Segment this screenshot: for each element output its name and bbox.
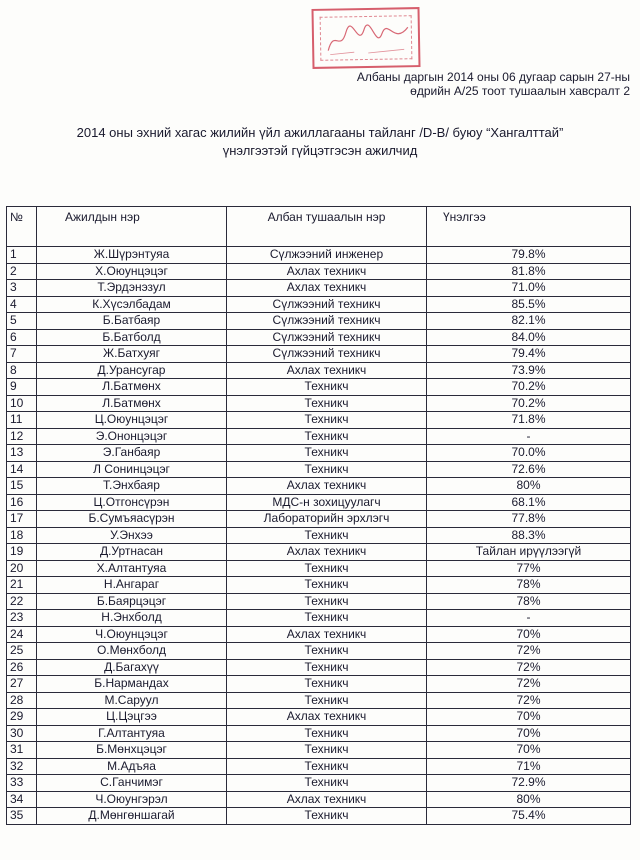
position-name: Техникч bbox=[227, 643, 427, 660]
row-number: 20 bbox=[7, 560, 37, 577]
row-number: 32 bbox=[7, 758, 37, 775]
row-number: 26 bbox=[7, 659, 37, 676]
employee-name: Х.Алтантуяа bbox=[37, 560, 227, 577]
rating-value: 72% bbox=[427, 643, 631, 660]
table-row bbox=[7, 560, 631, 577]
rating-value: 78% bbox=[427, 577, 631, 594]
position-name: Техникч bbox=[227, 692, 427, 709]
rating-value: 73.9% bbox=[427, 362, 631, 379]
table-row bbox=[7, 791, 631, 808]
employee-name: Б.Нармандах bbox=[37, 676, 227, 693]
position-name: Техникч bbox=[227, 593, 427, 610]
employee-name: Т.Энхбаяр bbox=[37, 478, 227, 495]
row-number: 25 bbox=[7, 643, 37, 660]
row-number: 17 bbox=[7, 511, 37, 528]
rating-value: 80% bbox=[427, 791, 631, 808]
table-row bbox=[7, 428, 631, 445]
table-row bbox=[7, 544, 631, 561]
title-line-1: 2014 оны эхний хагас жилийн үйл ажиллагааны тайланг /D-B/ буюу “Хангалттай” bbox=[76, 125, 564, 140]
table-row bbox=[7, 379, 631, 396]
employee-name: О.Мөнхболд bbox=[37, 643, 227, 660]
employee-name: Ж.Шүрэнтуяа bbox=[37, 247, 227, 264]
row-number: 22 bbox=[7, 593, 37, 610]
table-row bbox=[7, 742, 631, 759]
position-name: Техникч bbox=[227, 445, 427, 462]
position-name: Техникч bbox=[227, 659, 427, 676]
row-number: 13 bbox=[7, 445, 37, 462]
position-name: Техникч bbox=[227, 379, 427, 396]
rating-value: 78% bbox=[427, 593, 631, 610]
row-number: 18 bbox=[7, 527, 37, 544]
position-name: Техникч bbox=[227, 428, 427, 445]
rating-value: 71.8% bbox=[427, 412, 631, 429]
row-number: 19 bbox=[7, 544, 37, 561]
rating-value: 72% bbox=[427, 692, 631, 709]
rating-value: 79.8% bbox=[427, 247, 631, 264]
employee-name: Т.Эрдэнэзул bbox=[37, 280, 227, 297]
row-number: 16 bbox=[7, 494, 37, 511]
row-number: 6 bbox=[7, 329, 37, 346]
rating-value: 82.1% bbox=[427, 313, 631, 330]
position-name: Сүлжээний техникч bbox=[227, 346, 427, 363]
row-number: 4 bbox=[7, 296, 37, 313]
rating-value: - bbox=[427, 428, 631, 445]
row-number: 14 bbox=[7, 461, 37, 478]
rating-value: 70.2% bbox=[427, 395, 631, 412]
table-row bbox=[7, 247, 631, 264]
header-number: № bbox=[7, 207, 37, 247]
rating-value: 72.6% bbox=[427, 461, 631, 478]
employee-name: К.Хүсэлбадам bbox=[37, 296, 227, 313]
position-name: Сүлжээний техникч bbox=[227, 296, 427, 313]
table-row bbox=[7, 709, 631, 726]
title-line-2: үнэлгээтэй гүйцэтгэсэн ажилчид bbox=[222, 143, 418, 158]
stamp-signature-mark bbox=[324, 21, 413, 59]
position-name: Техникч bbox=[227, 742, 427, 759]
row-number: 3 bbox=[7, 280, 37, 297]
table-header-row bbox=[7, 207, 631, 247]
rating-value: 70% bbox=[427, 742, 631, 759]
employee-name: Н.Энхболд bbox=[37, 610, 227, 627]
employee-name: Ч.Оюунгэрэл bbox=[37, 791, 227, 808]
position-name: Ахлах техникч bbox=[227, 791, 427, 808]
table-row bbox=[7, 478, 631, 495]
employee-name: Э.Ганбаяр bbox=[37, 445, 227, 462]
row-number: 24 bbox=[7, 626, 37, 643]
row-number: 10 bbox=[7, 395, 37, 412]
row-number: 9 bbox=[7, 379, 37, 396]
employee-name: У.Энхээ bbox=[37, 527, 227, 544]
table-row bbox=[7, 808, 631, 825]
position-name: Ахлах техникч bbox=[227, 478, 427, 495]
employee-name: Б.Батболд bbox=[37, 329, 227, 346]
position-name: Техникч bbox=[227, 412, 427, 429]
rating-value: 70% bbox=[427, 626, 631, 643]
position-name: Лабораторийн эрхлэгч bbox=[227, 511, 427, 528]
employee-name: Н.Ангараг bbox=[37, 577, 227, 594]
employee-name: Х.Оюунцэцэг bbox=[37, 263, 227, 280]
employee-name: Б.Сумъяасүрэн bbox=[37, 511, 227, 528]
table-row bbox=[7, 461, 631, 478]
document-title bbox=[0, 124, 640, 160]
employee-name: Ч.Оюунцэцэг bbox=[37, 626, 227, 643]
position-name: Техникч bbox=[227, 560, 427, 577]
employee-name: Л.Батмөнх bbox=[37, 395, 227, 412]
position-name: МДС-н зохицуулагч bbox=[227, 494, 427, 511]
row-number: 7 bbox=[7, 346, 37, 363]
employee-name: М.Адъяа bbox=[37, 758, 227, 775]
row-number: 15 bbox=[7, 478, 37, 495]
table-row bbox=[7, 263, 631, 280]
employee-name: Ц.Цэцгээ bbox=[37, 709, 227, 726]
rating-value: 80% bbox=[427, 478, 631, 495]
table-row bbox=[7, 346, 631, 363]
position-name: Техникч bbox=[227, 725, 427, 742]
employee-name: Э.Ононцэцэг bbox=[37, 428, 227, 445]
employee-name: Д.Урансугар bbox=[37, 362, 227, 379]
row-number: 31 bbox=[7, 742, 37, 759]
employee-name: Д.Мөнгөншагай bbox=[37, 808, 227, 825]
employee-name: Б.Мөнхцэцэг bbox=[37, 742, 227, 759]
rating-value: 77.8% bbox=[427, 511, 631, 528]
table-row bbox=[7, 577, 631, 594]
table-row bbox=[7, 511, 631, 528]
rating-value: - bbox=[427, 610, 631, 627]
rating-value: 72.9% bbox=[427, 775, 631, 792]
table-row bbox=[7, 395, 631, 412]
table-row bbox=[7, 775, 631, 792]
position-name: Техникч bbox=[227, 808, 427, 825]
row-number: 12 bbox=[7, 428, 37, 445]
row-number: 21 bbox=[7, 577, 37, 594]
table-row bbox=[7, 329, 631, 346]
row-number: 1 bbox=[7, 247, 37, 264]
rating-value: Тайлан ирүүлээгүй bbox=[427, 544, 631, 561]
table-row bbox=[7, 593, 631, 610]
document-header bbox=[310, 70, 630, 98]
rating-value: 71.0% bbox=[427, 280, 631, 297]
position-name: Техникч bbox=[227, 610, 427, 627]
table-row bbox=[7, 692, 631, 709]
rating-value: 72% bbox=[427, 659, 631, 676]
header-position: Албан тушаалын нэр bbox=[227, 207, 427, 247]
row-number: 30 bbox=[7, 725, 37, 742]
employee-name: С.Ганчимэг bbox=[37, 775, 227, 792]
table-row bbox=[7, 313, 631, 330]
header-line-2: өдрийн А/25 тоот тушаалын хавсралт 2 bbox=[410, 84, 630, 98]
employee-name: Ц.Оюунцэцэг bbox=[37, 412, 227, 429]
position-name: Техникч bbox=[227, 395, 427, 412]
row-number: 33 bbox=[7, 775, 37, 792]
rating-value: 88.3% bbox=[427, 527, 631, 544]
employee-name: Л Сонинцэцэг bbox=[37, 461, 227, 478]
rating-value: 70.2% bbox=[427, 379, 631, 396]
rating-value: 72% bbox=[427, 676, 631, 693]
rating-value: 81.8% bbox=[427, 263, 631, 280]
rating-value: 71% bbox=[427, 758, 631, 775]
rating-value: 84.0% bbox=[427, 329, 631, 346]
employee-name: Д.Уртнасан bbox=[37, 544, 227, 561]
row-number: 34 bbox=[7, 791, 37, 808]
table-row bbox=[7, 758, 631, 775]
header-employee-name: Ажилдын нэр bbox=[37, 207, 227, 247]
table-row bbox=[7, 445, 631, 462]
position-name: Ахлах техникч bbox=[227, 626, 427, 643]
position-name: Ахлах техникч bbox=[227, 263, 427, 280]
table-row bbox=[7, 659, 631, 676]
header-rating: Үнэлгээ bbox=[427, 207, 631, 247]
rating-value: 70% bbox=[427, 725, 631, 742]
table-row bbox=[7, 527, 631, 544]
employee-name: Ж.Батхуяг bbox=[37, 346, 227, 363]
table-row bbox=[7, 494, 631, 511]
rating-value: 77% bbox=[427, 560, 631, 577]
rating-value: 68.1% bbox=[427, 494, 631, 511]
position-name: Сүлжээний техникч bbox=[227, 329, 427, 346]
employee-name: Г.Алтантуяа bbox=[37, 725, 227, 742]
row-number: 2 bbox=[7, 263, 37, 280]
official-stamp bbox=[311, 7, 420, 69]
position-name: Техникч bbox=[227, 775, 427, 792]
employee-name: М.Саруул bbox=[37, 692, 227, 709]
row-number: 23 bbox=[7, 610, 37, 627]
table-row bbox=[7, 725, 631, 742]
position-name: Сүлжээний техникч bbox=[227, 313, 427, 330]
position-name: Ахлах техникч bbox=[227, 709, 427, 726]
table-row bbox=[7, 412, 631, 429]
table-body bbox=[7, 247, 631, 825]
header-line-1: Албаны даргын 2014 оны 06 дугаар сарын 27-ны bbox=[356, 70, 630, 84]
table-row bbox=[7, 296, 631, 313]
position-name: Техникч bbox=[227, 577, 427, 594]
position-name: Ахлах техникч bbox=[227, 362, 427, 379]
row-number: 5 bbox=[7, 313, 37, 330]
table-row bbox=[7, 610, 631, 627]
position-name: Сүлжээний инженер bbox=[227, 247, 427, 264]
rating-value: 75.4% bbox=[427, 808, 631, 825]
position-name: Ахлах техникч bbox=[227, 544, 427, 561]
row-number: 35 bbox=[7, 808, 37, 825]
table-row bbox=[7, 362, 631, 379]
row-number: 27 bbox=[7, 676, 37, 693]
row-number: 8 bbox=[7, 362, 37, 379]
position-name: Техникч bbox=[227, 758, 427, 775]
rating-value: 70.0% bbox=[427, 445, 631, 462]
position-name: Техникч bbox=[227, 527, 427, 544]
table-row bbox=[7, 280, 631, 297]
employee-name: Л.Батмөнх bbox=[37, 379, 227, 396]
position-name: Техникч bbox=[227, 676, 427, 693]
employee-name: Ц.Отгонсүрэн bbox=[37, 494, 227, 511]
row-number: 11 bbox=[7, 412, 37, 429]
employee-name: Д.Багахүү bbox=[37, 659, 227, 676]
table-row bbox=[7, 626, 631, 643]
table-row bbox=[7, 643, 631, 660]
rating-value: 79.4% bbox=[427, 346, 631, 363]
row-number: 29 bbox=[7, 709, 37, 726]
rating-value: 70% bbox=[427, 709, 631, 726]
row-number: 28 bbox=[7, 692, 37, 709]
table-row bbox=[7, 676, 631, 693]
position-name: Ахлах техникч bbox=[227, 280, 427, 297]
employee-name: Б.Батбаяр bbox=[37, 313, 227, 330]
employee-name: Б.Баярцэцэг bbox=[37, 593, 227, 610]
employee-rating-table bbox=[6, 206, 631, 825]
position-name: Техникч bbox=[227, 461, 427, 478]
rating-value: 85.5% bbox=[427, 296, 631, 313]
